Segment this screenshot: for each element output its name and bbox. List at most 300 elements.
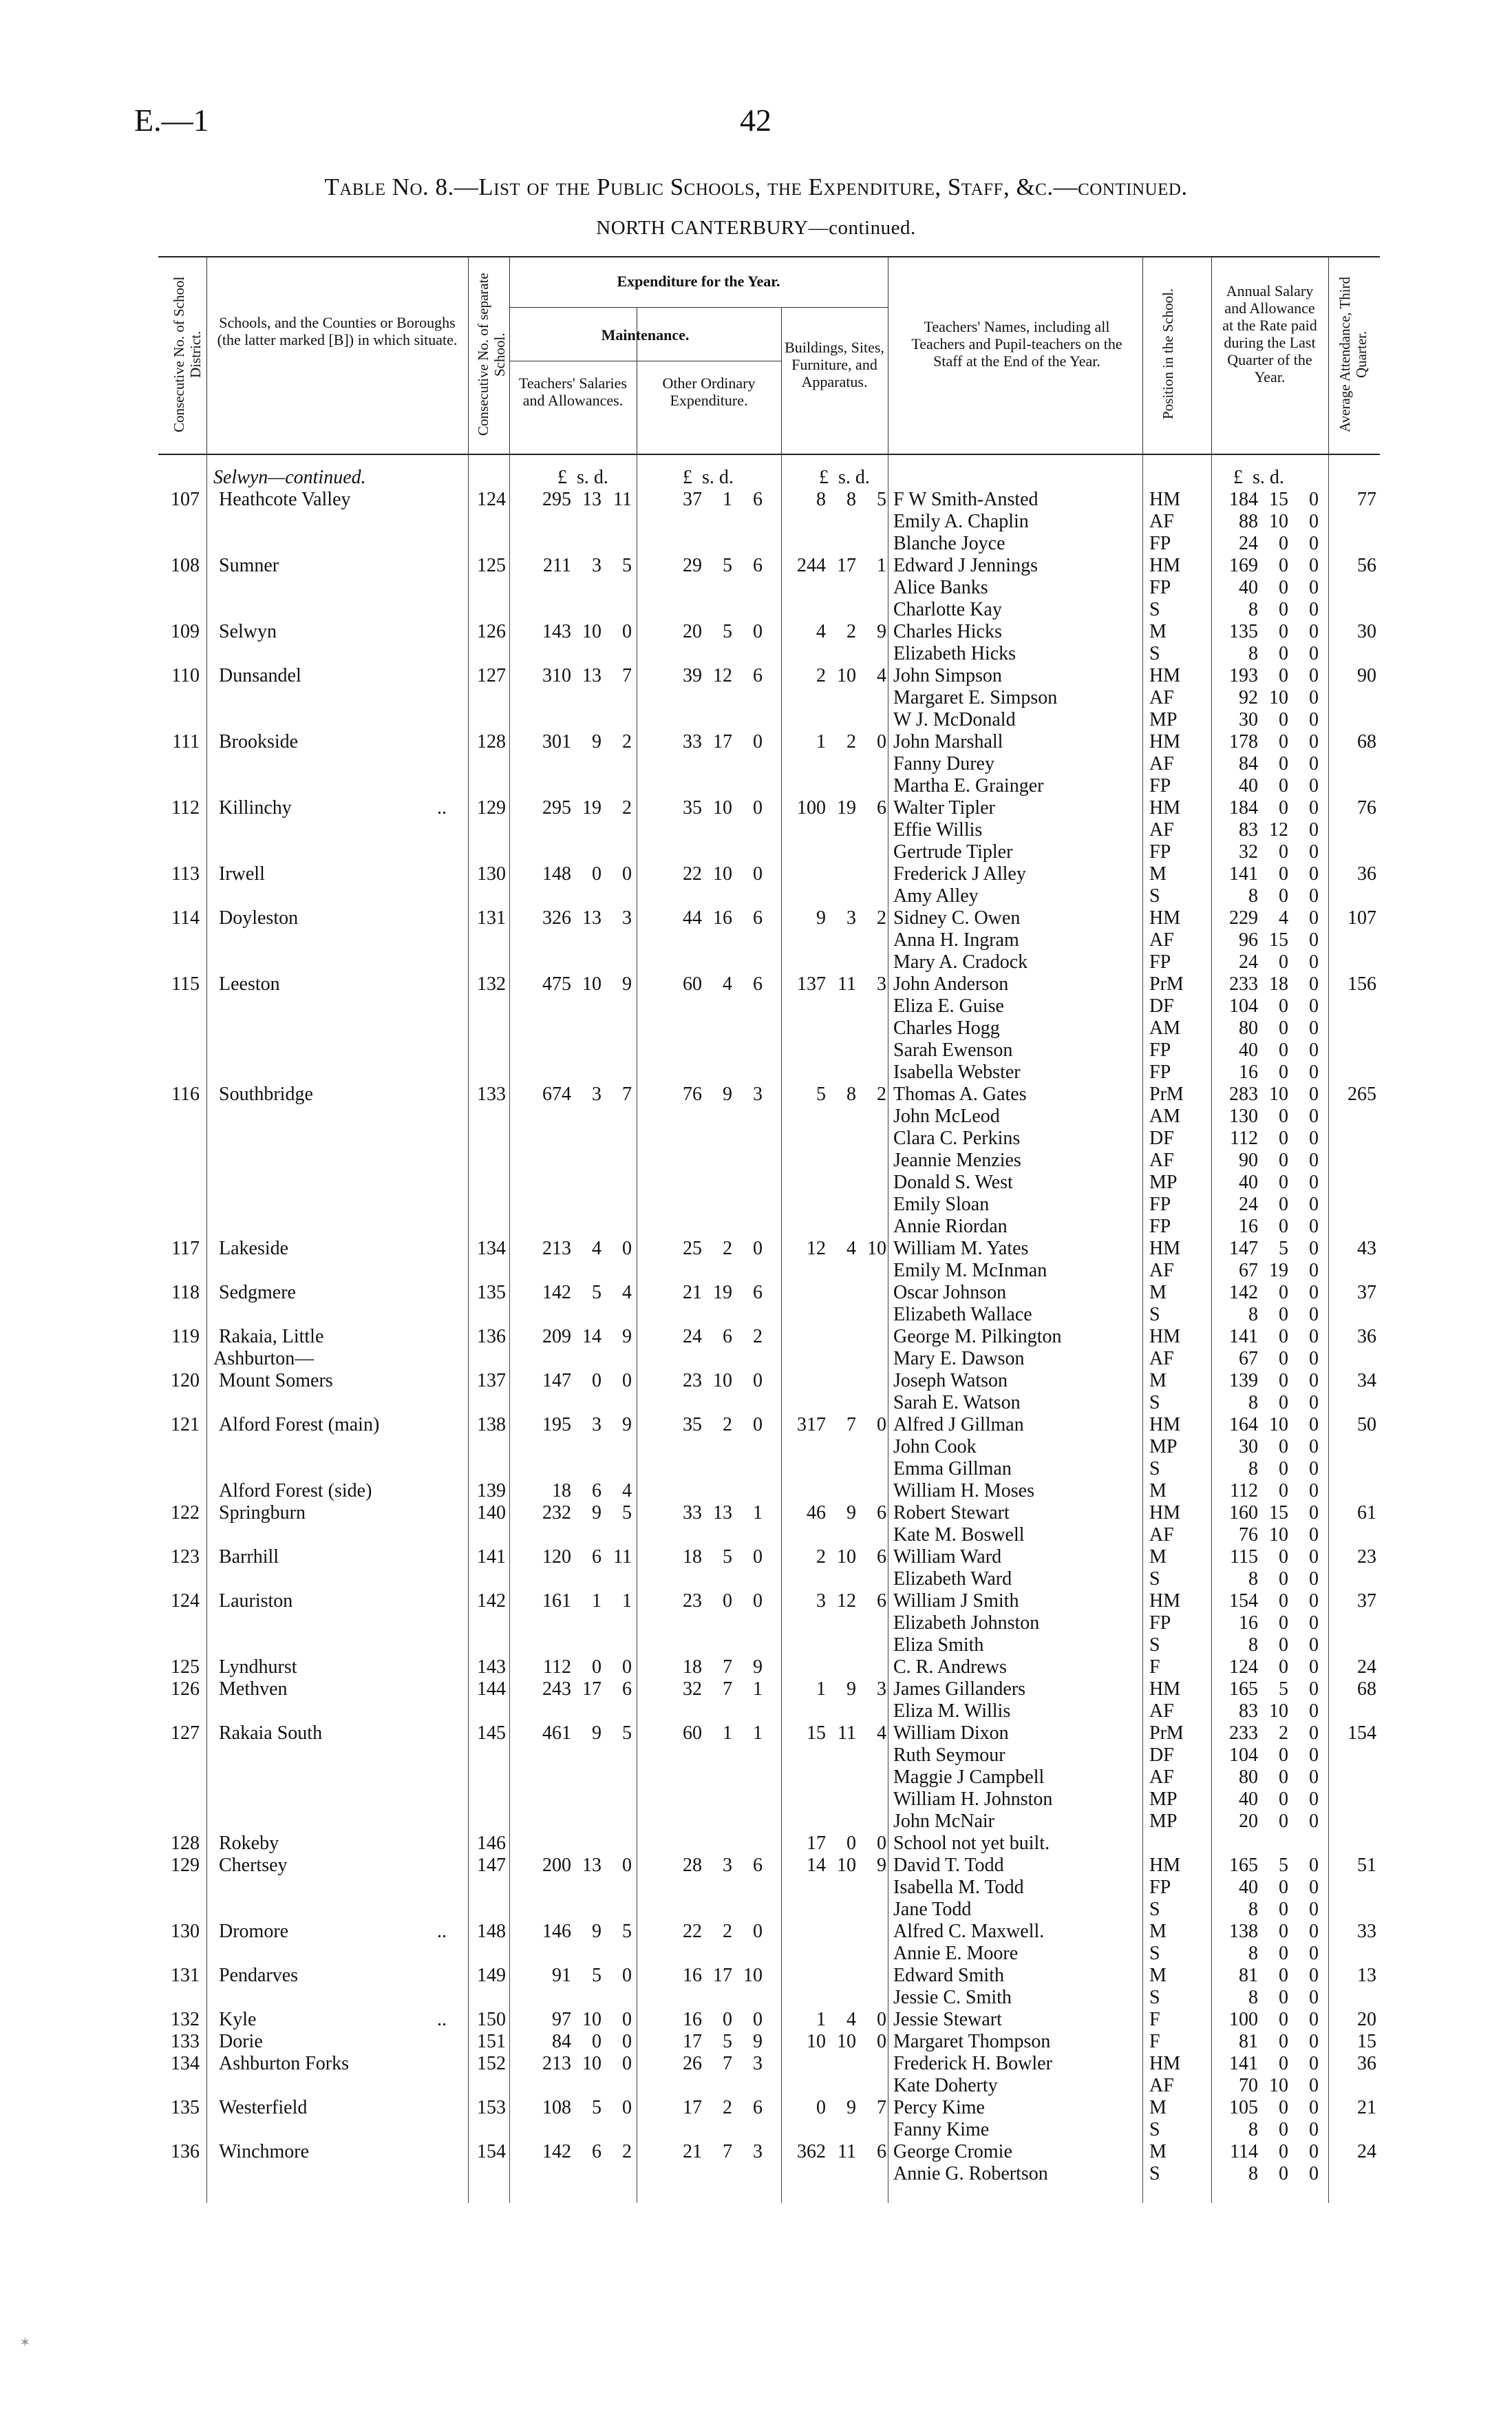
buildings-pounds: 2 [816,1546,826,1568]
teacher-salary-shillings: 0 [1279,995,1288,1017]
salaries-pounds: 200 [542,1855,571,1876]
teacher-salary-shillings: 0 [1279,1811,1288,1832]
teacher-salary-shillings: 2 [1279,1722,1288,1744]
teacher-position: PrM [1149,1722,1184,1744]
teacher-salary-pence: 0 [1309,863,1319,885]
teacher-salary-pence: 0 [1309,489,1319,510]
teacher-name: Anna H. Ingram [893,929,1019,951]
other-expenditure-pounds: 21 [683,2141,702,2162]
unit-pence: d. [1269,467,1284,488]
teacher-salary-pence: 0 [1309,1678,1319,1700]
teacher-salary-pence: 0 [1309,643,1319,664]
other-expenditure-shillings: 3 [723,1855,732,1876]
teacher-position: AF [1149,1260,1174,1281]
teacher-position: HM [1149,2053,1181,2074]
buildings-pence: 3 [877,973,886,995]
average-attendance: 43 [1357,1238,1376,1259]
teacher-name: Frederick J Alley [893,863,1026,885]
teacher-salary-pence: 0 [1309,1965,1319,1986]
unit-pence: d. [855,467,870,488]
teacher-position: M [1149,1480,1167,1501]
other-expenditure-shillings: 1 [723,1722,732,1744]
school-number: 135 [477,1282,506,1303]
other-expenditure-shillings: 5 [723,1546,732,1568]
other-expenditure-pounds: 20 [683,621,702,642]
salaries-pence: 2 [622,731,632,752]
teacher-position: FP [1149,1612,1171,1634]
teacher-salary-pence: 0 [1309,1194,1319,1215]
salaries-pounds: 326 [542,907,571,929]
buildings-pounds: 1 [816,2009,826,2030]
teacher-position: FP [1149,1194,1171,1215]
unit-shilling: s. [702,467,714,488]
header-buildings: Buildings, Sites, Furniture, and Apparatus. [785,339,884,390]
teacher-name: Margaret E. Simpson [893,687,1058,708]
other-expenditure-pounds: 17 [683,2031,702,2052]
teacher-name: Walter Tipler [893,797,995,819]
teacher-name: Emily M. McInman [893,1260,1047,1281]
teacher-salary-pounds: 81 [1239,1965,1258,1986]
teacher-salary-shillings: 10 [1269,1414,1288,1435]
teacher-salary-pounds: 16 [1239,1062,1258,1083]
teacher-salary-pounds: 233 [1229,1722,1258,1744]
teacher-salary-pounds: 8 [1248,2163,1258,2184]
district-number: 112 [171,797,200,819]
salaries-shillings: 10 [582,621,601,642]
salaries-pence: 0 [622,1370,632,1391]
teacher-name: William H. Johnston [893,1789,1053,1810]
teacher-salary-pounds: 30 [1239,709,1258,730]
school-name: Mount Somers [219,1370,333,1391]
salaries-pounds: 475 [542,973,571,995]
other-expenditure-pounds: 16 [683,2009,702,2030]
school-number: 141 [477,1546,506,1568]
district-number: 116 [171,1084,200,1105]
teacher-salary-pounds: 40 [1239,1877,1258,1898]
buildings-pence: 1 [877,555,886,576]
teacher-name: Eliza E. Guise [893,995,1004,1017]
school-number: 130 [477,863,506,885]
teacher-salary-pence: 0 [1309,2031,1319,2052]
teacher-name: Jeannie Menzies [893,1150,1021,1171]
teacher-name: James Gillanders [893,1678,1026,1700]
teacher-salary-pence: 0 [1309,819,1319,841]
buildings-shillings: 10 [837,1546,856,1568]
teacher-name: Amy Alley [893,885,979,907]
other-expenditure-pence: 0 [753,1370,763,1391]
teacher-salary-pence: 0 [1309,577,1319,598]
other-expenditure-pence: 6 [753,555,763,576]
teacher-salary-pence: 0 [1309,2097,1319,2118]
teacher-name: Mary E. Dawson [893,1348,1025,1369]
teacher-position: HM [1149,665,1181,686]
teacher-position: AF [1149,819,1174,841]
district-number: 119 [171,1326,200,1347]
school-number: 126 [477,621,506,642]
teacher-salary-shillings: 0 [1279,1040,1288,1061]
teacher-salary-pounds: 8 [1248,2119,1258,2140]
buildings-shillings: 10 [837,665,856,686]
teacher-name: John Simpson [893,665,1002,686]
buildings-pence: 6 [877,797,886,819]
teacher-salary-shillings: 0 [1279,1656,1288,1678]
teacher-position: MP [1149,1789,1178,1810]
teacher-name: William M. Yates [893,1238,1029,1259]
other-expenditure-pounds: 18 [683,1546,702,1568]
teacher-salary-shillings: 0 [1279,1370,1288,1391]
school-name: Sedgmere [219,1282,296,1303]
other-expenditure-shillings: 10 [713,797,732,819]
school-number: 139 [477,1480,506,1501]
teacher-salary-shillings: 0 [1279,1546,1288,1568]
salaries-pounds: 213 [542,2053,571,2074]
other-expenditure-pounds: 29 [683,555,702,576]
buildings-shillings: 8 [846,489,856,510]
teacher-salary-shillings: 0 [1279,577,1288,598]
teacher-salary-shillings: 0 [1279,1216,1288,1237]
school-number: 146 [477,1833,506,1854]
salaries-pounds: 209 [542,1326,571,1347]
teacher-salary-shillings: 0 [1279,1348,1288,1369]
school-number: 145 [477,1722,506,1744]
teacher-salary-shillings: 0 [1279,1436,1288,1457]
teacher-salary-pounds: 92 [1239,687,1258,708]
other-expenditure-shillings: 5 [723,555,732,576]
district-number: 134 [171,2053,200,2074]
school-name: Lyndhurst [219,1656,297,1678]
teacher-salary-pence: 0 [1309,1106,1319,1127]
school-name: Dorie [219,2031,263,2052]
teacher-name: John Anderson [893,973,1009,995]
district-number: 121 [171,1414,200,1435]
page-number: 42 [740,103,771,138]
teacher-salary-pounds: 67 [1239,1260,1258,1281]
salaries-shillings: 14 [582,1326,601,1347]
average-attendance: 265 [1348,1084,1376,1105]
buildings-shillings: 0 [846,1833,856,1854]
teacher-salary-shillings: 0 [1279,2141,1288,2162]
teacher-position: AF [1149,511,1174,532]
salaries-pence: 0 [622,2097,632,2118]
teacher-salary-pounds: 40 [1239,1040,1258,1061]
teacher-name: Mary A. Cradock [893,951,1028,973]
teacher-salary-pounds: 135 [1229,621,1258,642]
district-number: 108 [171,555,200,576]
teacher-salary-shillings: 0 [1279,1987,1288,2008]
salaries-shillings: 9 [592,1921,601,1942]
buildings-pence: 6 [877,1546,886,1568]
district-number: 117 [171,1238,200,1259]
buildings-pence: 4 [877,665,886,686]
buildings-pounds: 12 [807,1238,826,1259]
school-name: Irwell [219,863,265,885]
salaries-shillings: 3 [592,1414,601,1435]
salaries-pounds: 120 [542,1546,571,1568]
buildings-shillings: 11 [838,1722,856,1744]
school-name: Southbridge [219,1084,313,1105]
buildings-shillings: 10 [837,2031,856,2052]
other-expenditure-pounds: 26 [683,2053,702,2074]
teacher-position: FP [1149,533,1171,554]
school-number: 133 [477,1084,506,1105]
school-number: 150 [477,2009,506,2030]
teacher-position: S [1149,643,1160,664]
school-name: Ashburton Forks [219,2053,350,2074]
salaries-pounds: 243 [542,1678,571,1700]
teacher-salary-pence: 0 [1309,885,1319,907]
teacher-salary-pence: 0 [1309,1480,1319,1501]
school-number: 154 [477,2141,506,2162]
teacher-salary-shillings: 0 [1279,665,1288,686]
teacher-salary-pounds: 83 [1239,819,1258,841]
buildings-pence: 4 [877,1722,886,1744]
school-number: 136 [477,1326,506,1347]
teacher-salary-pence: 0 [1309,1789,1319,1810]
page-header-code: E.—1 [134,103,209,138]
teacher-salary-pence: 0 [1309,665,1319,686]
other-expenditure-shillings: 9 [723,1084,732,1105]
teacher-position: AF [1149,753,1174,774]
salaries-shillings: 13 [582,489,601,510]
salaries-pence: 0 [622,1238,632,1259]
district-number: 136 [171,2141,200,2162]
teacher-salary-shillings: 0 [1279,533,1288,554]
other-expenditure-shillings: 10 [713,1370,732,1391]
average-attendance: 36 [1357,863,1376,885]
buildings-pence: 5 [877,489,886,510]
teacher-name: Martha E. Grainger [893,775,1044,797]
teacher-position: PrM [1149,973,1184,995]
district-number: 132 [171,2009,200,2030]
teacher-salary-pounds: 130 [1229,1106,1258,1127]
other-expenditure-pounds: 60 [683,1722,702,1744]
other-expenditure-pounds: 32 [683,1678,702,1700]
average-attendance: 50 [1357,1414,1376,1435]
teacher-position: S [1149,1304,1160,1325]
other-expenditure-shillings: 1 [723,489,732,510]
teacher-salary-shillings: 10 [1269,1700,1288,1722]
teacher-salary-pence: 0 [1309,1348,1319,1369]
teacher-salary-pence: 0 [1309,2075,1319,2096]
average-attendance: 15 [1357,2031,1376,2052]
teacher-salary-pence: 0 [1309,1722,1319,1744]
teacher-salary-pounds: 80 [1239,1767,1258,1788]
school-number: 128 [477,731,506,752]
school-number: 132 [477,973,506,995]
teacher-salary-pounds: 229 [1229,907,1258,929]
teacher-salary-pence: 0 [1309,687,1319,708]
salaries-shillings: 9 [592,731,601,752]
school-number: 151 [477,2031,506,2052]
teacher-name: Fanny Durey [893,753,994,774]
teacher-salary-shillings: 0 [1279,1634,1288,1656]
teacher-position: F [1149,1656,1160,1678]
teacher-salary-shillings: 0 [1279,1304,1288,1325]
buildings-pence: 9 [877,1855,886,1876]
teacher-position: MP [1149,709,1178,730]
salaries-pence: 9 [622,973,632,995]
teacher-name: David T. Todd [893,1855,1004,1876]
teacher-salary-pounds: 193 [1229,665,1258,686]
teacher-position: DF [1149,1744,1174,1766]
teacher-salary-shillings: 0 [1279,753,1288,774]
teacher-position: HM [1149,489,1181,510]
teacher-name: Elizabeth Wallace [893,1304,1032,1325]
leader-dots: .. [437,2009,447,2030]
average-attendance: 36 [1357,2053,1376,2074]
other-expenditure-shillings: 13 [713,1502,732,1523]
teacher-name: Annie Riordan [893,1216,1008,1237]
salaries-pounds: 108 [542,2097,571,2118]
other-expenditure-pence: 0 [753,731,763,752]
teacher-salary-shillings: 5 [1279,1238,1288,1259]
school-number: 129 [477,797,506,819]
header-maintenance: Maintenance. [601,326,690,344]
average-attendance: 37 [1357,1590,1376,1612]
school-number: 149 [477,1965,506,1986]
teacher-name: Clara C. Perkins [893,1128,1021,1149]
district-number: 107 [171,489,200,510]
salaries-pounds: 301 [542,731,571,752]
teacher-salary-pence: 0 [1309,1458,1319,1479]
teacher-name: Annie G. Robertson [893,2163,1048,2184]
teacher-salary-pounds: 76 [1239,1524,1258,1546]
salaries-pounds: 674 [542,1084,571,1105]
school-name: Selwyn [219,621,277,642]
teacher-salary-pounds: 169 [1229,555,1258,576]
unit-pound: £ [819,467,829,488]
table-body [158,454,1380,2203]
teacher-salary-pence: 0 [1309,555,1319,576]
teacher-position: HM [1149,731,1181,752]
teacher-position: HM [1149,907,1181,929]
salaries-shillings: 4 [592,1238,601,1259]
school-name: Leeston [219,973,280,995]
salaries-pounds: 310 [542,665,571,686]
header-district-no: Consecutive No. of School District. [171,276,204,433]
average-attendance: 33 [1357,1921,1376,1942]
salaries-shillings: 9 [592,1502,601,1523]
teacher-salary-shillings: 18 [1269,973,1288,995]
teacher-salary-shillings: 0 [1279,1899,1288,1920]
other-expenditure-pounds: 24 [683,1326,702,1347]
teacher-position: DF [1149,1128,1174,1149]
buildings-shillings: 7 [846,1414,856,1435]
other-expenditure-shillings: 7 [723,1678,732,1700]
school-name: Springburn [219,1502,306,1523]
buildings-pence: 0 [877,2031,886,2052]
teacher-salary-pence: 0 [1309,1546,1319,1568]
buildings-pence: 10 [867,1238,886,1259]
buildings-pence: 0 [877,1833,886,1854]
teacher-salary-pounds: 96 [1239,929,1258,951]
salaries-pence: 9 [622,1414,632,1435]
salaries-pounds: 295 [542,797,571,819]
teacher-salary-pounds: 16 [1239,1216,1258,1237]
buildings-shillings: 12 [837,1590,856,1612]
school-name: Pendarves [219,1965,299,1986]
teacher-salary-shillings: 0 [1279,1194,1288,1215]
teacher-salary-pence: 0 [1309,841,1319,863]
teacher-salary-shillings: 0 [1279,643,1288,664]
salaries-shillings: 6 [592,1546,601,1568]
teacher-name: Jane Todd [893,1899,972,1920]
teacher-name: Isabella Webster [893,1062,1021,1083]
teacher-position: S [1149,1899,1160,1920]
header-expenditure: Expenditure for the Year. [617,273,780,290]
district-number: 110 [171,665,200,686]
teacher-name: Emily Sloan [893,1194,990,1215]
teacher-position: S [1149,1392,1160,1413]
school-name: Rakaia, Little [219,1326,324,1347]
other-expenditure-shillings: 5 [723,2031,732,2052]
school-name: Winchmore [219,2141,310,2162]
teacher-position: F [1149,2031,1160,2052]
teacher-position: PrM [1149,1084,1184,1105]
other-expenditure-pence: 3 [753,1084,763,1105]
teacher-salary-pounds: 40 [1239,775,1258,797]
teacher-position: HM [1149,1326,1181,1347]
buildings-pence: 6 [877,1590,886,1612]
teacher-name: Maggie J Campbell [893,1767,1045,1788]
other-expenditure-pence: 6 [753,1855,763,1876]
teacher-salary-shillings: 0 [1279,1965,1288,1986]
teacher-salary-pounds: 141 [1229,2053,1258,2074]
other-expenditure-pence: 3 [753,2141,763,2162]
teacher-position: M [1149,863,1167,885]
teacher-salary-pence: 0 [1309,1084,1319,1105]
buildings-pence: 0 [877,2009,886,2030]
teacher-position: S [1149,2163,1160,2184]
teacher-salary-pence: 0 [1309,775,1319,797]
teacher-salary-pence: 0 [1309,1855,1319,1876]
teacher-name: Charles Hicks [893,621,1002,642]
teacher-salary-shillings: 0 [1279,1326,1288,1347]
salaries-shillings: 0 [592,863,601,885]
table-subtitle: NORTH CANTERBURY—continued. [596,217,916,239]
buildings-pounds: 3 [816,1590,826,1612]
teacher-salary-pounds: 283 [1229,1084,1258,1105]
teacher-salary-pounds: 112 [1230,1480,1258,1501]
teacher-position: MP [1149,1172,1178,1193]
other-expenditure-pounds: 22 [683,863,702,885]
school-number: 144 [477,1678,506,1700]
unit-pence: d. [593,467,608,488]
teacher-position: HM [1149,1414,1181,1435]
teacher-salary-pence: 0 [1309,2141,1319,2162]
teacher-salary-shillings: 0 [1279,2163,1288,2184]
buildings-shillings: 10 [837,1855,856,1876]
teacher-salary-pence: 0 [1309,2053,1319,2074]
teacher-salary-pence: 0 [1309,533,1319,554]
salaries-shillings: 13 [582,907,601,929]
teacher-name: Jessie C. Smith [893,1987,1012,2008]
teacher-salary-pounds: 16 [1239,1612,1258,1634]
salaries-pence: 11 [613,489,632,510]
salaries-pence: 0 [622,1656,632,1678]
teacher-salary-shillings: 0 [1279,1744,1288,1766]
other-expenditure-pounds: 23 [683,1590,702,1612]
district-number: 128 [171,1833,200,1854]
buildings-pounds: 1 [816,731,826,752]
teacher-position: FP [1149,1040,1171,1061]
buildings-pence: 6 [877,1502,886,1523]
teacher-name: John McLeod [893,1106,1000,1127]
teacher-position: S [1149,1634,1160,1656]
salaries-pounds: 195 [542,1414,571,1435]
teacher-salary-pounds: 8 [1248,1304,1258,1325]
salaries-pence: 7 [622,665,632,686]
